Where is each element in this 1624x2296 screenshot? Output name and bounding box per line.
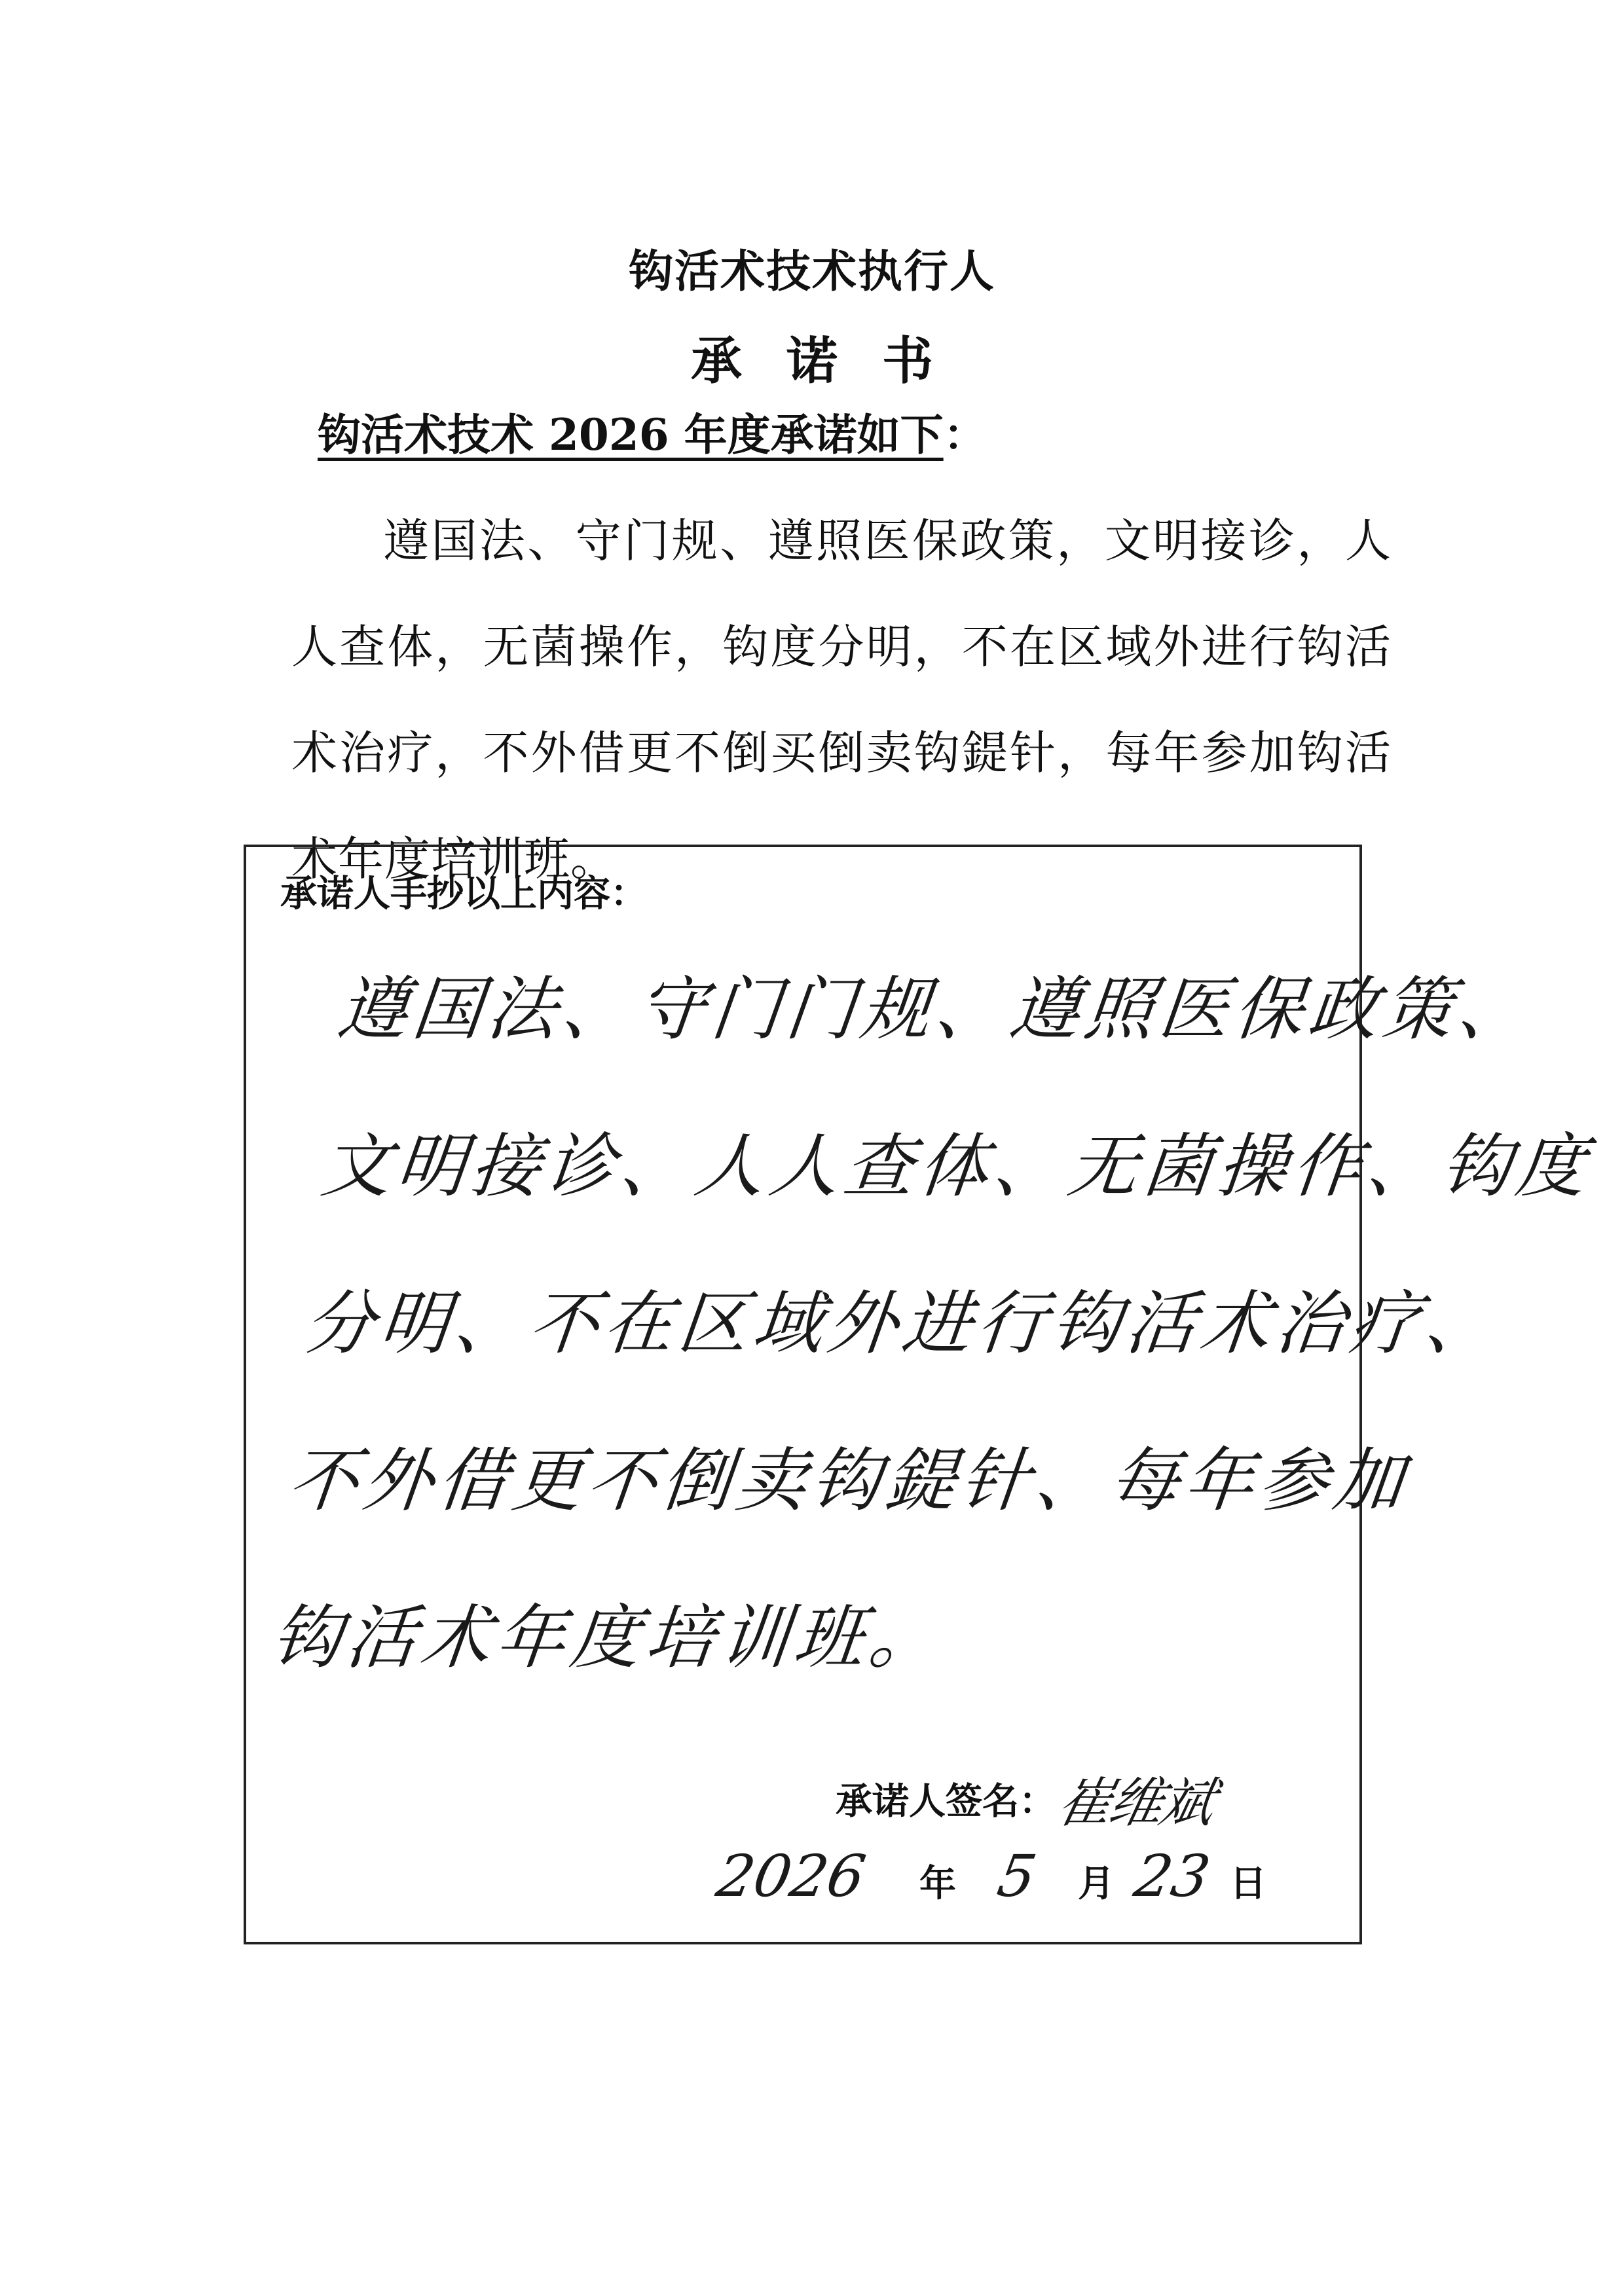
handwritten-copy bbox=[264, 931, 1595, 1717]
handwritten-section-label: 承诺人手抄以上内容： bbox=[280, 872, 647, 915]
commitment-body: 遵国法、守门规、遵照医保政策，文明接诊，人人查体，无菌操作，钩度分明，不在区域外进行钩活术治疗，不外借更不倒买倒卖钩鍉针，每年参加钩活术年度培训班。 bbox=[291, 514, 1392, 886]
heading-colon: ： bbox=[943, 409, 987, 460]
document-subtitle: 承诺书 bbox=[690, 331, 978, 391]
handwritten-line: 分明、不在区域外进行钩活术治疗、 bbox=[301, 1283, 1504, 1364]
date-month-unit: 月 bbox=[1078, 1862, 1115, 1905]
date-year: 2026 bbox=[711, 1842, 871, 1910]
signature-row bbox=[836, 1760, 1219, 1837]
document-title: 钩活术技术执行人 bbox=[628, 246, 995, 298]
date-row bbox=[711, 1842, 1278, 1910]
date-day-unit: 日 bbox=[1230, 1862, 1266, 1905]
commitment-heading bbox=[318, 409, 987, 461]
commitment-heading-text: 钩活术技术 2026 年度承诺如下 bbox=[318, 409, 944, 460]
handwritten-line: 不外借更不倒卖钩鍉针、每年参加 bbox=[284, 1440, 1413, 1521]
date-day: 23 bbox=[1129, 1842, 1215, 1910]
handwritten-line: 钩活术年度培训班。 bbox=[268, 1597, 949, 1678]
handwritten-commitment-box bbox=[244, 845, 1595, 1944]
handwritten-signature: 崔维斌 bbox=[1052, 1772, 1219, 1834]
signature-label: 承诺人签名： bbox=[836, 1779, 1056, 1823]
handwritten-line: 遵国法、守门门规、遵照医保政策、 bbox=[334, 969, 1537, 1049]
date-year-unit: 年 bbox=[919, 1862, 956, 1905]
date-month: 5 bbox=[992, 1842, 1042, 1910]
handwritten-line: 文明接诊、人人查体、无菌操作、钩度 bbox=[317, 1126, 1595, 1207]
